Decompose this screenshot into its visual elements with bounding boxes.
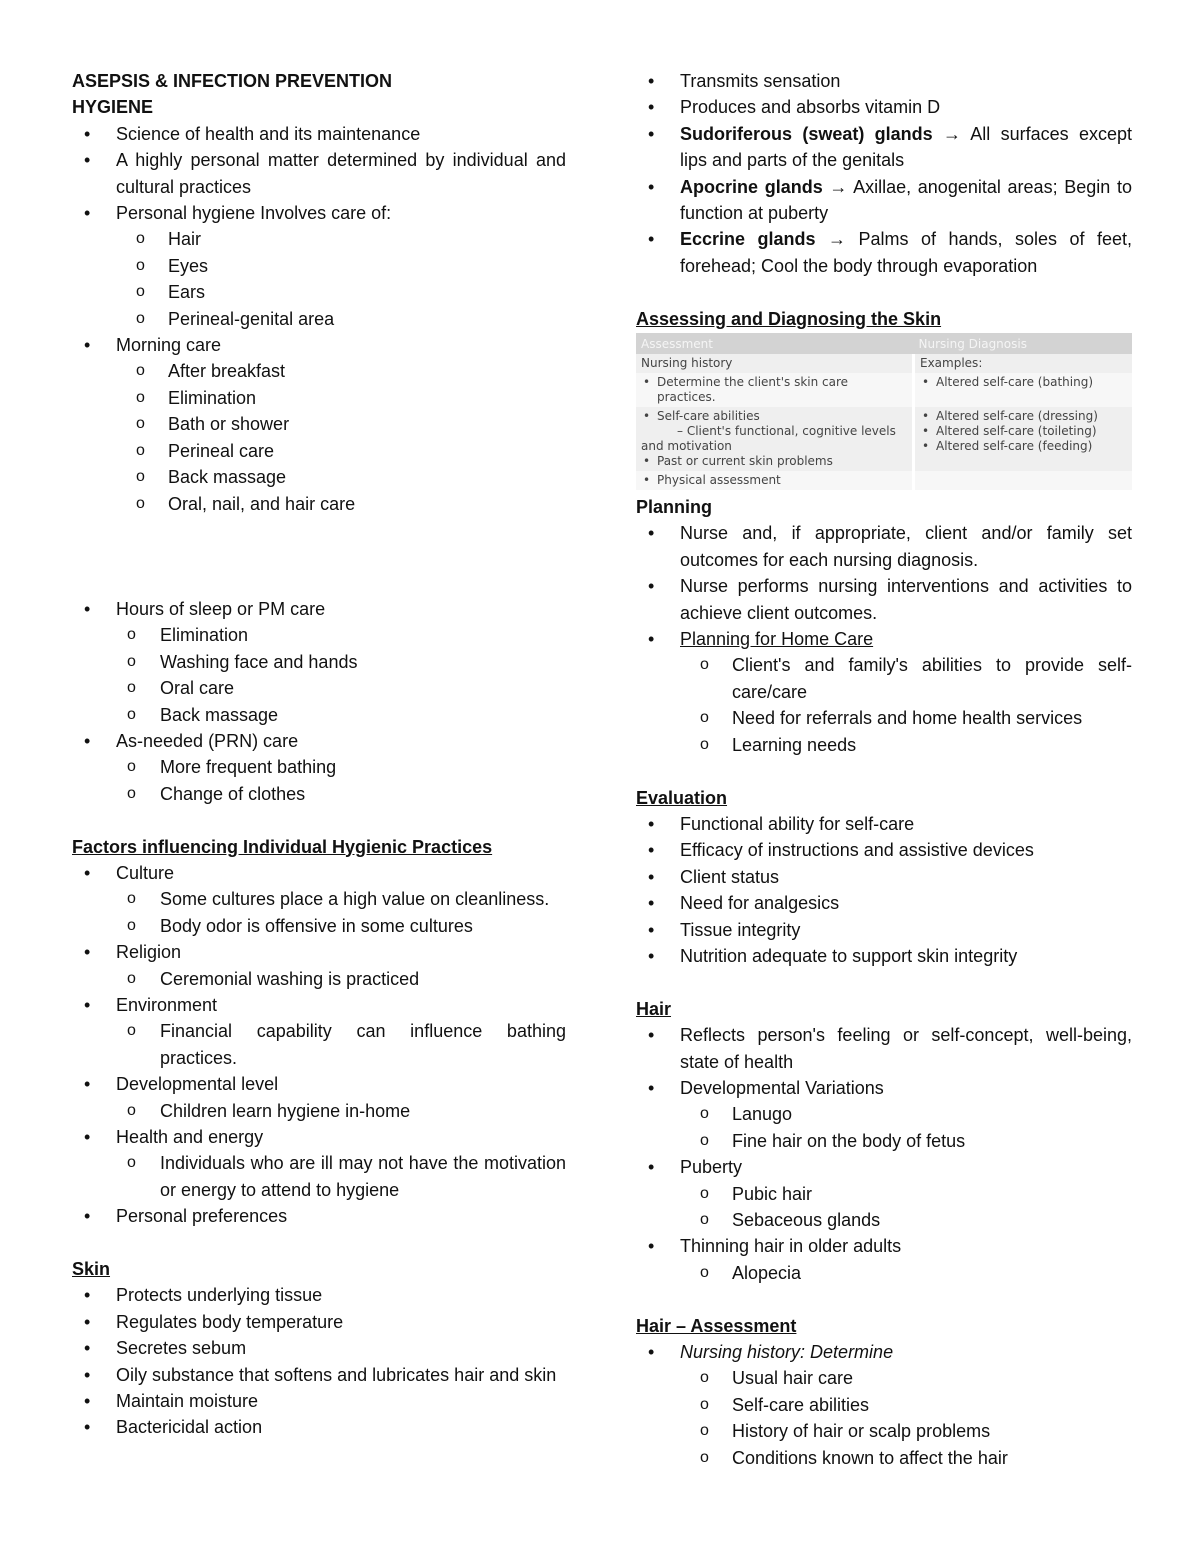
list-item: o Eyes xyxy=(72,253,566,279)
list-item: • Regulates body temperature xyxy=(72,1309,566,1335)
list-item: • Need for analgesics xyxy=(636,890,1132,916)
table-bullet: • Self-care abilities xyxy=(641,409,907,424)
table-bullet: • Altered self-care (toileting) xyxy=(920,424,1127,439)
hygiene-heading: HYGIENE xyxy=(72,97,154,118)
list-item: o Alopecia xyxy=(636,1260,1132,1286)
list-item: o Bath or shower xyxy=(72,411,566,437)
table-cell: Nursing history xyxy=(636,354,914,373)
list-item: • Nutrition adequate to support skin integrity xyxy=(636,943,1132,969)
list-item: o Usual hair care xyxy=(636,1365,1132,1391)
list-item: o Washing face and hands xyxy=(72,649,566,675)
gland-name: Apocrine glands xyxy=(680,176,823,197)
table-bullet: • Altered self-care (bathing) xyxy=(920,375,1127,390)
assessment-table xyxy=(636,333,1132,490)
list-item: • Efficacy of instructions and assistive devices xyxy=(636,837,1132,863)
list-item: • Environment xyxy=(72,992,566,1018)
table-row xyxy=(636,407,1132,471)
evaluation-heading: Evaluation xyxy=(636,787,728,808)
list-item: o Children learn hygiene in-home xyxy=(72,1098,566,1124)
list-item: o Sebaceous glands xyxy=(636,1207,1132,1233)
planning-heading: Planning xyxy=(636,497,712,518)
table-bullet: • Physical assessment xyxy=(641,473,907,488)
list-item: o Body odor is offensive in some cultures xyxy=(72,913,566,939)
list-item: o Elimination xyxy=(72,622,566,648)
home-care-label: Planning for Home Care xyxy=(680,629,874,650)
table-row xyxy=(636,471,1132,490)
evaluation-list xyxy=(636,811,1132,969)
list-item: o Back massage xyxy=(72,464,566,490)
list-item: • Nurse and, if appropriate, client and/or family set outcomes for each nursing diagnosis. xyxy=(636,520,1132,573)
list-item: • Protects underlying tissue xyxy=(72,1282,566,1308)
gland-name: Eccrine glands xyxy=(680,229,816,250)
list-item: • Puberty xyxy=(636,1154,1132,1180)
list-item: o Conditions known to affect the hair xyxy=(636,1445,1132,1471)
skin-heading: Skin xyxy=(72,1259,111,1280)
table-subtext: – Client's functional, cognitive levels xyxy=(677,424,896,439)
hair-assessment-heading: Hair – Assessment xyxy=(636,1315,797,1336)
list-item: • Bactericidal action xyxy=(72,1414,566,1440)
list-item xyxy=(636,174,1132,227)
table-header: Assessment xyxy=(636,333,914,354)
table-cell xyxy=(914,407,1133,471)
skin-list xyxy=(72,1282,566,1440)
list-item: o Self-care abilities xyxy=(636,1392,1132,1418)
table-row xyxy=(636,354,1132,373)
list-item: o Individuals who are ill may not have the motivation or energy to attend to hygiene xyxy=(72,1150,566,1203)
list-item: • Culture xyxy=(72,860,566,886)
list-item: o Learning needs xyxy=(636,732,1132,758)
factors-heading: Factors influencing Individual Hygienic Practices xyxy=(72,836,493,857)
list-item: • Health and energy xyxy=(72,1124,566,1150)
table-row xyxy=(636,373,1132,407)
list-item: • Maintain moisture xyxy=(72,1388,566,1414)
list-item: o Back massage xyxy=(72,702,566,728)
list-item: • Secretes sebum xyxy=(72,1335,566,1361)
list-item: o After breakfast xyxy=(72,358,566,384)
gland-name: Sudoriferous (sweat) glands xyxy=(680,123,933,144)
page-title: ASEPSIS & INFECTION PREVENTION xyxy=(72,71,393,91)
list-item xyxy=(636,121,1132,174)
table-cell xyxy=(914,471,1133,490)
table-cell xyxy=(636,471,914,490)
hair-list xyxy=(636,1022,1132,1286)
gland-desc: → Palms of hands, soles of feet, forehead; Cool the body through evaporation xyxy=(680,229,1132,276)
list-item: • Tissue integrity xyxy=(636,917,1132,943)
hygiene-list xyxy=(72,121,566,517)
list-item: • Nurse performs nursing interventions and activities to achieve client outcomes. xyxy=(636,573,1132,626)
list-item xyxy=(636,226,1132,279)
list-item: • Produces and absorbs vitamin D xyxy=(636,94,1132,120)
list-item: o Lanugo xyxy=(636,1101,1132,1127)
list-item: • Functional ability for self-care xyxy=(636,811,1132,837)
list-item: o Need for referrals and home health services xyxy=(636,705,1132,731)
list-item: o More frequent bathing xyxy=(72,754,566,780)
table-header: Nursing Diagnosis xyxy=(914,333,1133,354)
list-item: • As-needed (PRN) care xyxy=(72,728,566,754)
skin-functions-list xyxy=(636,68,1132,279)
list-item: o Change of clothes xyxy=(72,781,566,807)
list-item: o Oral, nail, and hair care xyxy=(72,491,566,517)
list-item: o Hair xyxy=(72,226,566,252)
list-item: • Client status xyxy=(636,864,1132,890)
table-bullet: • Altered self-care (dressing) xyxy=(920,409,1127,424)
planning-list xyxy=(636,520,1132,758)
list-item: o Client's and family's abilities to provide self-care/care xyxy=(636,652,1132,705)
table-cell: Examples: xyxy=(914,354,1133,373)
right-column xyxy=(636,68,1132,1471)
list-item: • Personal preferences xyxy=(72,1203,566,1229)
list-item xyxy=(636,1339,1132,1365)
care-times-list xyxy=(72,596,566,807)
list-item: o Ears xyxy=(72,279,566,305)
list-item: o Perineal-genital area xyxy=(72,306,566,332)
list-item: o Ceremonial washing is practiced xyxy=(72,966,566,992)
list-item: o Oral care xyxy=(72,675,566,701)
list-item: • A highly personal matter determined by individual and cultural practices xyxy=(72,147,566,200)
list-item: o Financial capability can influence bathing practices. xyxy=(72,1018,566,1071)
list-item: • Reflects person's feeling or self-concept, well-being, state of health xyxy=(636,1022,1132,1075)
table-bullet: • Past or current skin problems xyxy=(641,454,907,469)
list-item: • Science of health and its maintenance xyxy=(72,121,566,147)
table-subtext: and motivation xyxy=(641,439,732,454)
list-item: o History of hair or scalp problems xyxy=(636,1418,1132,1444)
list-item: • Morning care xyxy=(72,332,566,358)
list-item: o Fine hair on the body of fetus xyxy=(636,1128,1132,1154)
list-item: o Pubic hair xyxy=(636,1181,1132,1207)
list-item: o Elimination xyxy=(72,385,566,411)
list-item: • Transmits sensation xyxy=(636,68,1132,94)
list-item: • Thinning hair in older adults xyxy=(636,1233,1132,1259)
hair-assessment-list xyxy=(636,1339,1132,1471)
table-bullet: • Altered self-care (feeding) xyxy=(920,439,1127,454)
list-item xyxy=(636,626,1132,652)
list-item: • Religion xyxy=(72,939,566,965)
factors-list xyxy=(72,860,566,1230)
assess-heading: Assessing and Diagnosing the Skin xyxy=(636,308,942,329)
list-item: • Personal hygiene Involves care of: xyxy=(72,200,566,226)
list-item: o Some cultures place a high value on cleanliness. xyxy=(72,886,566,912)
table-cell xyxy=(914,373,1133,407)
list-item: • Developmental Variations xyxy=(636,1075,1132,1101)
table-bullet: • Determine the client's skin care practices. xyxy=(641,375,907,405)
gland-desc: → All surfaces except lips and parts of the genitals xyxy=(680,123,1132,171)
list-item: • Oily substance that softens and lubricates hair and skin xyxy=(72,1362,566,1388)
nursing-history-label: Nursing history: Determine xyxy=(680,1342,894,1362)
list-item: • Developmental level xyxy=(72,1071,566,1097)
gland-desc: → Axillae, anogenital areas; Begin to function at puberty xyxy=(680,176,1132,224)
list-item: • Hours of sleep or PM care xyxy=(72,596,566,622)
left-column xyxy=(72,68,566,1441)
hair-heading: Hair xyxy=(636,998,672,1019)
table-cell xyxy=(636,407,914,471)
table-cell xyxy=(636,373,914,407)
list-item: o Perineal care xyxy=(72,438,566,464)
